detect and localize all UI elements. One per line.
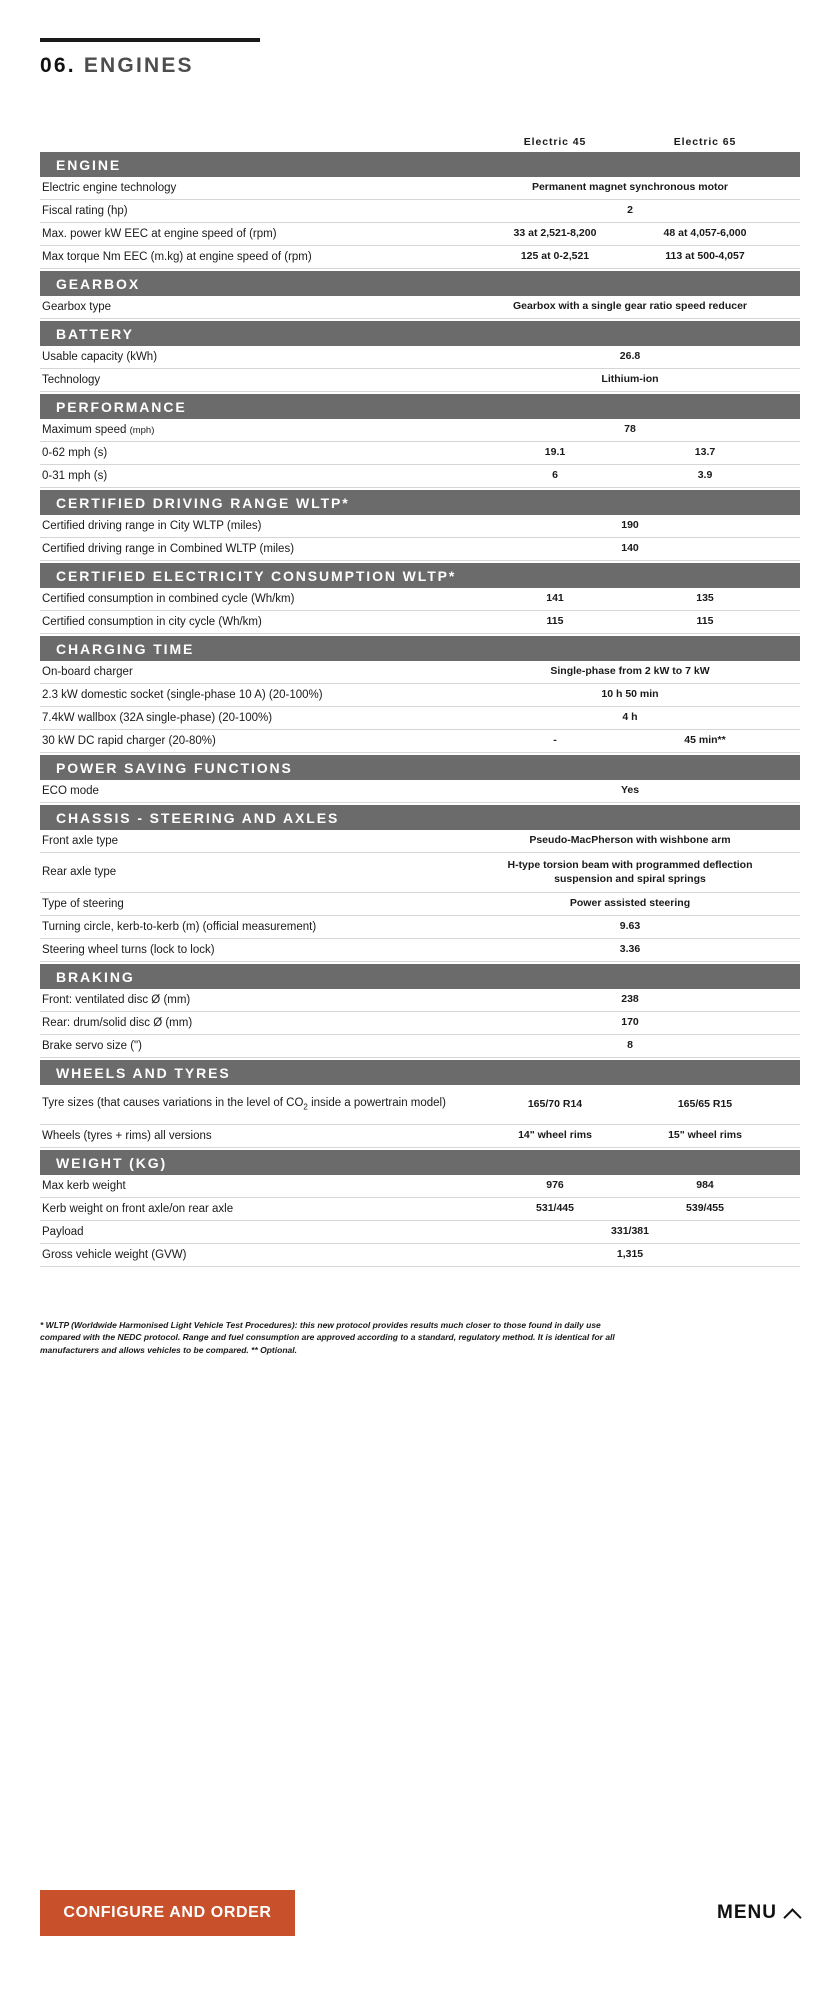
footnote-text: * WLTP (Worldwide Harmonised Light Vehicle Test Procedures): this new protocol provides results much closer to those found in daily use compared with the NEDC protocol. Range and fuel consumption are approved according to a standard, regulatory method. It is identical for all manufacturers and allows vehicles to be compared. ** Optional.: [40, 1320, 615, 1355]
row-label: 7.4kW wallbox (32A single-phase) (20-100%): [42, 711, 273, 724]
table-row: [40, 1085, 800, 1125]
row-value-shared: Single-phase from 2 kW to 7 kW: [550, 665, 710, 678]
row-label: Brake servo size ("): [42, 1039, 142, 1052]
row-value-shared: Pseudo-MacPherson with wishbone arm: [529, 834, 731, 847]
table-row: [40, 442, 800, 465]
row-value-electric-45: 6: [552, 469, 558, 482]
row-label: Steering wheel turns (lock to lock): [42, 943, 215, 956]
row-value-shared: 3.36: [619, 943, 641, 956]
table-row: [40, 707, 800, 730]
table-row: [40, 684, 800, 707]
row-label: Gearbox type: [42, 300, 112, 313]
table-row: [40, 465, 800, 488]
row-label: Wheels (tyres + rims) all versions: [42, 1129, 212, 1142]
row-label: On-board charger: [42, 665, 133, 678]
row-value-electric-45: 33 at 2,521-8,200: [513, 227, 597, 240]
table-row: [40, 346, 800, 369]
table-row: [40, 611, 800, 634]
row-value-electric-45: 14" wheel rims: [518, 1129, 592, 1142]
row-label: Front: ventilated disc Ø (mm): [42, 993, 191, 1006]
row-label: Type of steering: [42, 897, 124, 910]
table-row: [40, 246, 800, 269]
table-row: [40, 916, 800, 939]
section-header: WEIGHT (KG): [40, 1150, 800, 1175]
row-label: Certified consumption in combined cycle (Wh/km): [42, 592, 295, 605]
row-label: Rear axle type: [42, 866, 117, 879]
row-value-shared: H-type torsion beam with programmed deflection suspension and spiral springs: [507, 858, 753, 885]
table-row: [40, 369, 800, 392]
row-value-electric-65: 984: [696, 1179, 714, 1192]
row-value-electric-65: 539/455: [686, 1202, 724, 1215]
table-row: [40, 515, 800, 538]
table-row: [40, 853, 800, 893]
row-value-electric-65: 135: [696, 592, 714, 605]
table-row: [40, 588, 800, 611]
row-label: Technology: [42, 373, 101, 386]
row-label: 0-31 mph (s): [42, 469, 108, 482]
row-value-shared: 78: [624, 423, 636, 436]
table-row: [40, 780, 800, 803]
chevron-up-icon: [785, 1906, 800, 1921]
row-value-shared: Lithium-ion: [601, 373, 659, 386]
table-row: [40, 296, 800, 319]
row-value-electric-45: 531/445: [536, 1202, 574, 1215]
row-value-shared: 8: [627, 1039, 633, 1052]
section-header: GEARBOX: [40, 271, 800, 296]
row-label: Certified driving range in City WLTP (miles): [42, 519, 262, 532]
table-row: [40, 989, 800, 1012]
section-header: CHARGING TIME: [40, 636, 800, 661]
row-value-electric-65: 13.7: [694, 446, 716, 459]
row-value-electric-45: 115: [546, 615, 564, 628]
row-value-electric-65: 48 at 4,057-6,000: [663, 227, 747, 240]
row-label: Tyre sizes (that causes variations in the level of $CO_2$ inside a powertrain model): [42, 1097, 446, 1112]
table-row: [40, 200, 800, 223]
row-label: Rear: drum/solid disc Ø (mm): [42, 1016, 193, 1029]
row-value-shared: 170: [621, 1016, 639, 1029]
row-label: Max torque Nm EEC (m.kg) at engine speed of (rpm): [42, 250, 312, 263]
table-row: [40, 1035, 800, 1058]
row-value-shared: 1,315: [616, 1248, 644, 1261]
table-row: [40, 1012, 800, 1035]
page-title-number: 06.: [40, 54, 76, 77]
section-header: CERTIFIED DRIVING RANGE WLTP*: [40, 490, 800, 515]
row-value-electric-45: -: [553, 734, 557, 747]
table-row: [40, 939, 800, 962]
row-value-electric-65: 165/65 R15: [677, 1097, 733, 1110]
row-label: ECO mode: [42, 784, 99, 797]
row-value-shared: 331/381: [611, 1225, 649, 1238]
row-value-electric-45: 165/70 R14: [527, 1097, 583, 1110]
table-row: [40, 538, 800, 561]
row-value-electric-45: 19.1: [544, 446, 566, 459]
row-value-shared: 140: [621, 542, 639, 555]
row-value-electric-45: 141: [546, 592, 564, 605]
section-header: BRAKING: [40, 964, 800, 989]
row-value-electric-45: 125 at 0-2,521: [520, 250, 590, 263]
row-value-shared: 190: [621, 519, 639, 532]
row-label: Electric engine technology: [42, 181, 177, 194]
section-header: POWER SAVING FUNCTIONS: [40, 755, 800, 780]
row-value-electric-65: 113 at 500-4,057: [665, 250, 745, 263]
specifications-table: [40, 152, 800, 1267]
row-value-electric-45: 976: [546, 1179, 564, 1192]
table-row: [40, 1244, 800, 1267]
row-value-shared: 26.8: [619, 350, 641, 363]
column-header-electric-45: Electric 45: [523, 136, 587, 148]
row-value-shared: Gearbox with a single gear ratio speed reducer: [513, 300, 747, 313]
section-header: CERTIFIED ELECTRICITY CONSUMPTION WLTP*: [40, 563, 800, 588]
section-header: CHASSIS - STEERING AND AXLES: [40, 805, 800, 830]
section-header: ENGINE: [40, 152, 800, 177]
row-value-shared: 4 h: [622, 711, 638, 724]
configure-and-order-button[interactable]: CONFIGURE AND ORDER: [40, 1890, 295, 1936]
page-title: [40, 54, 800, 78]
column-header-electric-65: Electric 65: [673, 136, 737, 148]
table-row: [40, 1221, 800, 1244]
row-label: Fiscal rating (hp): [42, 204, 128, 217]
row-label: Front axle type: [42, 834, 119, 847]
row-label: Max kerb weight: [42, 1179, 126, 1192]
row-value-shared: 9.63: [619, 920, 641, 933]
menu-label: MENU: [717, 1902, 777, 1923]
row-label: Maximum speed (mph): [42, 423, 155, 436]
row-label: Usable capacity (kWh): [42, 350, 158, 363]
row-label: 30 kW DC rapid charger (20-80%): [42, 734, 216, 747]
row-label: Payload: [42, 1225, 84, 1238]
row-label: Gross vehicle weight (GVW): [42, 1248, 187, 1261]
row-value-shared: Permanent magnet synchronous motor: [531, 181, 729, 194]
table-row: [40, 223, 800, 246]
section-header: BATTERY: [40, 321, 800, 346]
footnote: [40, 1319, 640, 1356]
page-title-text: ENGINES: [83, 54, 194, 77]
table-row: [40, 830, 800, 853]
menu-toggle[interactable]: [717, 1902, 800, 1924]
table-row: [40, 893, 800, 916]
row-value-electric-65: 3.9: [697, 469, 713, 482]
table-row: [40, 177, 800, 200]
page-header: [40, 0, 800, 78]
row-label: Certified driving range in Combined WLTP (miles): [42, 542, 295, 555]
row-value-shared: 2: [627, 204, 633, 217]
title-rule: [40, 38, 260, 42]
section-header: WHEELS AND TYRES: [40, 1060, 800, 1085]
row-label: Max. power kW EEC at engine speed of (rpm): [42, 227, 277, 240]
row-value-shared: 10 h 50 min: [601, 688, 659, 701]
row-value-electric-65: 115: [696, 615, 714, 628]
table-row: [40, 1198, 800, 1221]
row-value-electric-65: 15" wheel rims: [668, 1129, 742, 1142]
row-value-electric-65: 45 min**: [684, 734, 726, 747]
row-label: 0-62 mph (s): [42, 446, 108, 459]
row-label: Certified consumption in city cycle (Wh/km): [42, 615, 262, 628]
table-row: [40, 419, 800, 442]
bottom-action-bar: [0, 1886, 840, 1940]
row-value-shared: Yes: [620, 784, 640, 797]
table-row: [40, 1175, 800, 1198]
table-row: [40, 1125, 800, 1148]
row-label: 2.3 kW domestic socket (single-phase 10 A) (20-100%): [42, 688, 323, 701]
row-label: Kerb weight on front axle/on rear axle: [42, 1202, 234, 1215]
row-value-shared: 238: [621, 993, 639, 1006]
column-headers: [40, 136, 800, 148]
table-row: [40, 661, 800, 684]
row-value-shared: Power assisted steering: [569, 897, 691, 910]
row-label: Turning circle, kerb-to-kerb (m) (official measurement): [42, 920, 317, 933]
table-row: [40, 730, 800, 753]
section-header: PERFORMANCE: [40, 394, 800, 419]
